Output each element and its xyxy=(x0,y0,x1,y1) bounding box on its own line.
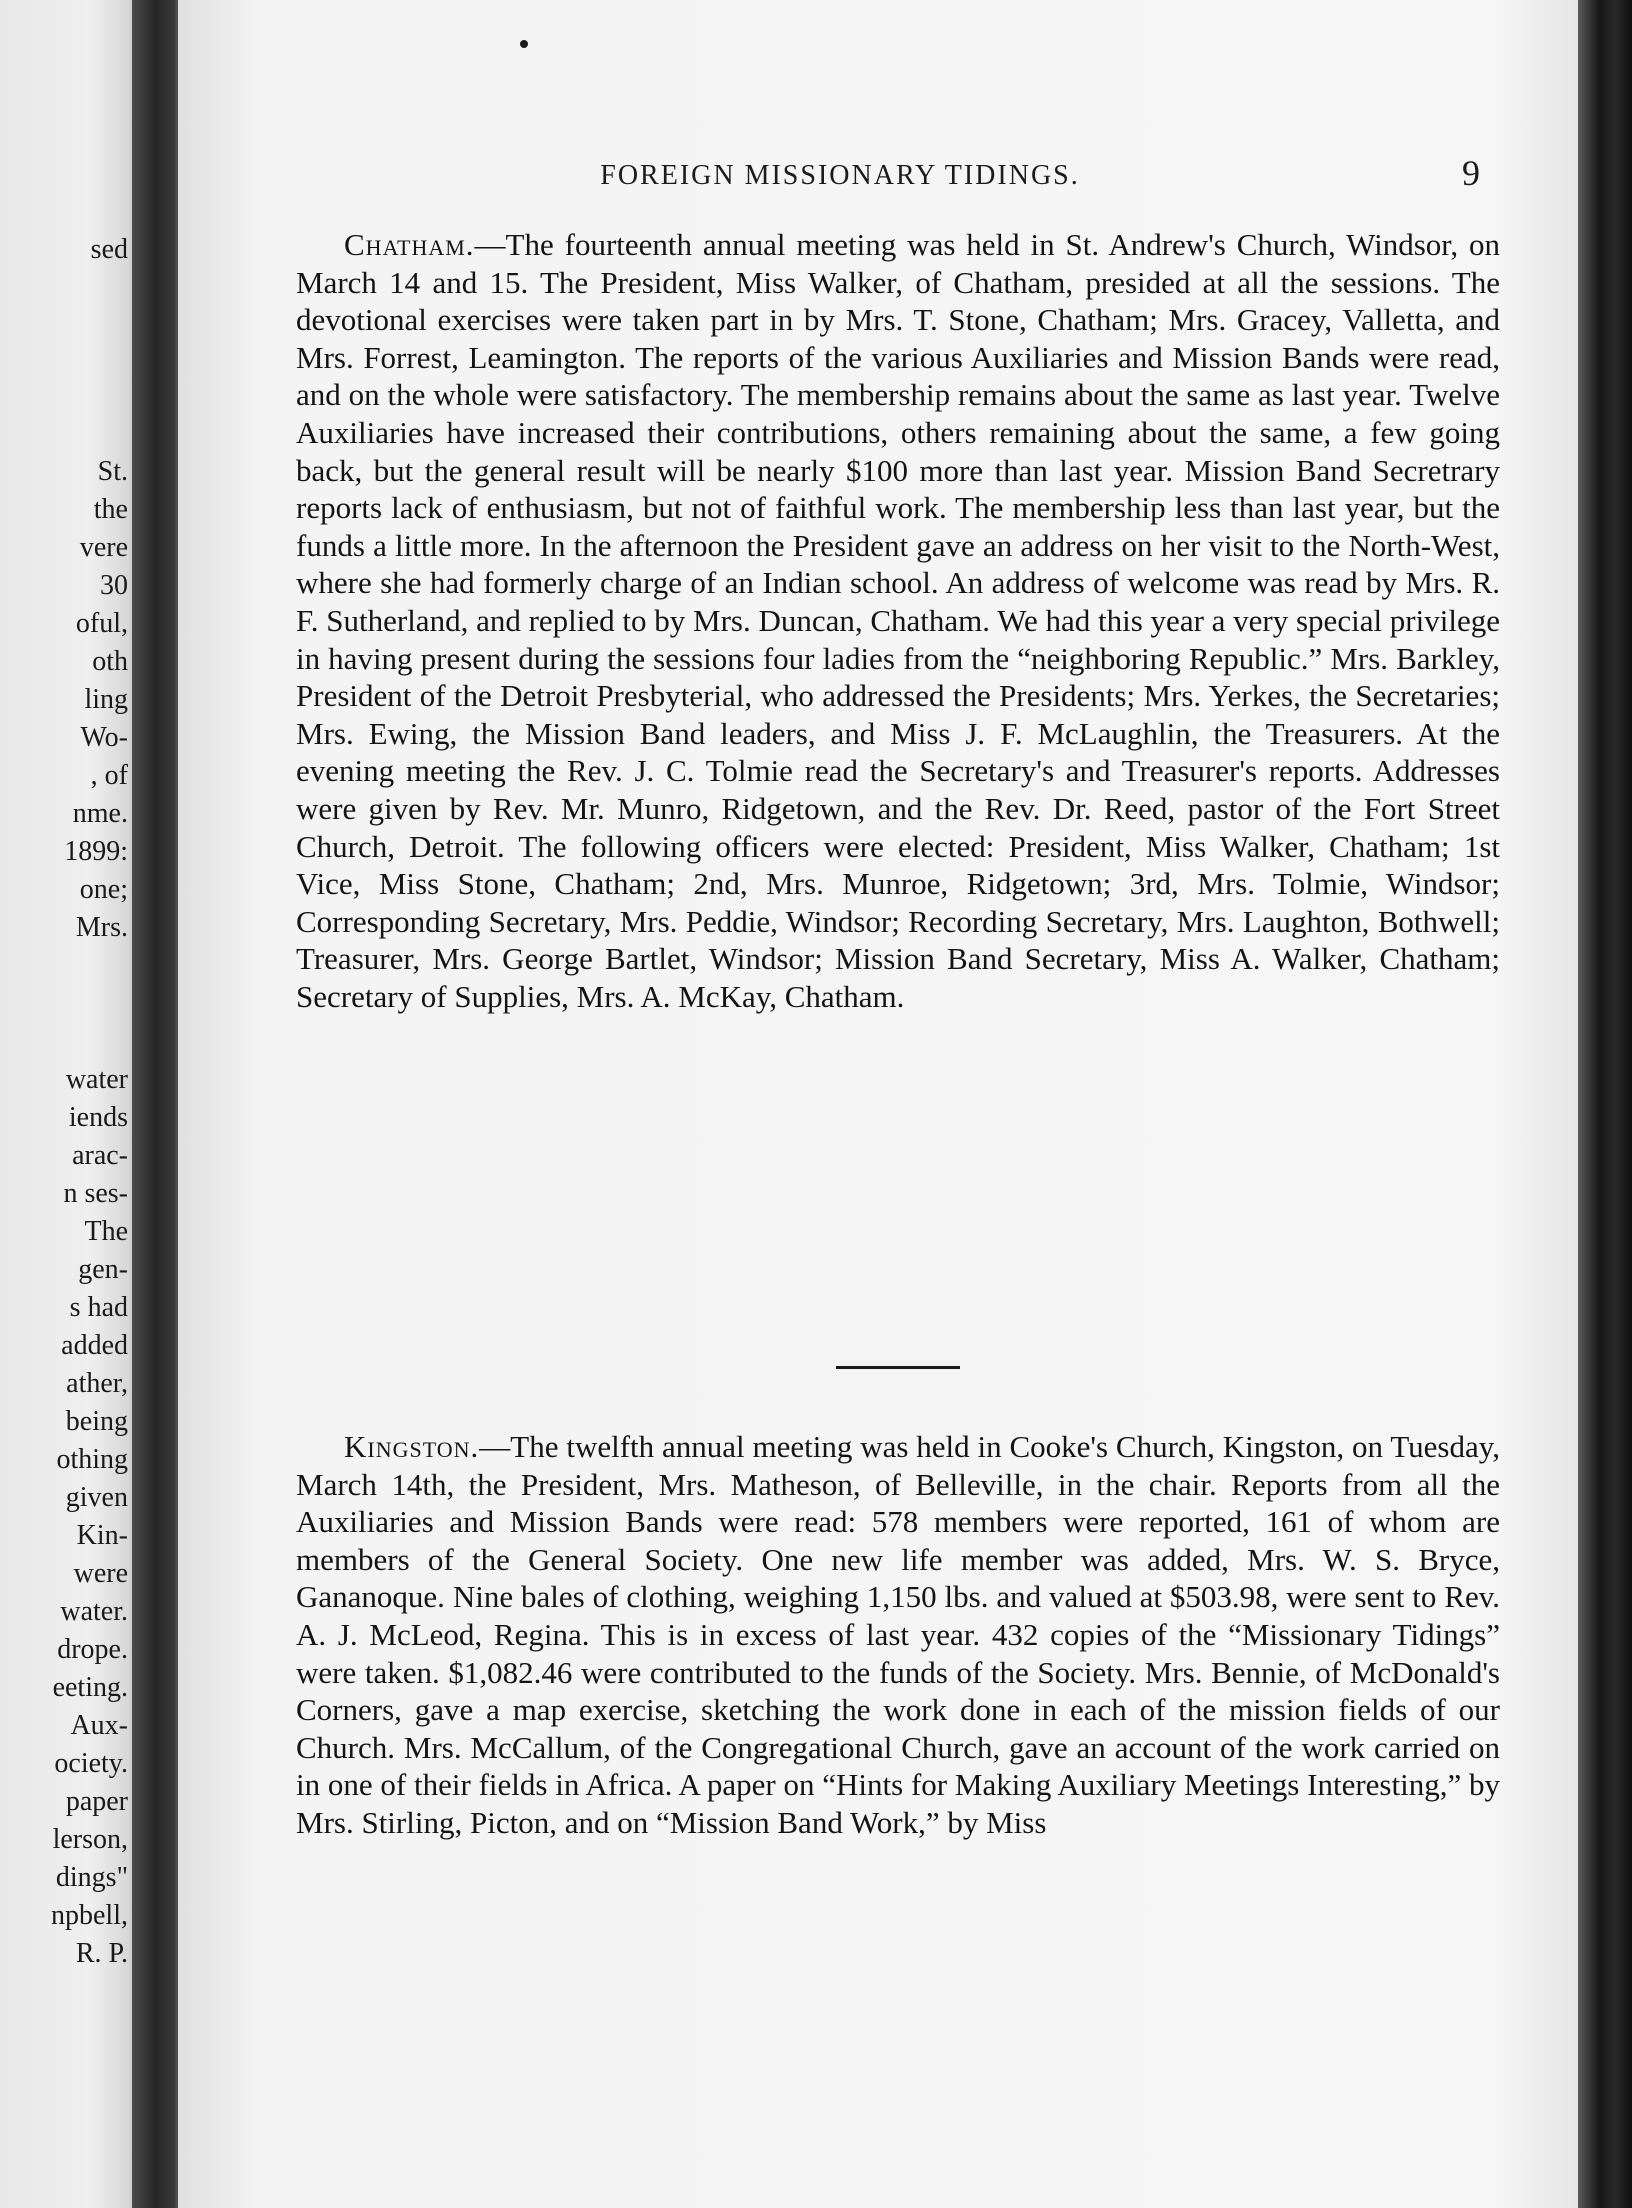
kingston-report xyxy=(296,1428,1500,1842)
left-fragment: The xyxy=(84,1216,128,1247)
kingston-text: —The twelfth annual meeting was held in Cooke's Church, Kingston, on Tuesday, March 14th, the President, Mrs. Matheson, of Belleville, in the chair. Reports from all the Auxiliaries and Mission Bands were read: 578 members were reported, 161 of whom are members of the General Society. One new life member was added, Mrs. W. S. Bryce, Gananoque. Nine bales of clothing, weighing 1,150 lbs. and valued at $503.98, were sent to Rev. A. J. McLeod, Regina. This is in excess of last year. 432 copies of the “Missionary Tidings” were taken. $1,082.46 were contributed to the funds of the Society. Mrs. Bennie, of McDonald's Corners, gave a map exercise, sketching the work done in each of the mission fields of our Church. Mrs. McCallum, of the Congregational Church, gave an account of the work carried on in one of their fields in Africa. A paper on “Hints for Making Auxiliary Meetings Interesting,” by Mrs. Stirling, Picton, and on “Mission Band Work,” by Miss xyxy=(296,1429,1500,1840)
left-fragment: othing xyxy=(56,1444,128,1475)
left-fragment: being xyxy=(65,1406,128,1437)
left-fragment: St. xyxy=(97,456,128,487)
chatham-report xyxy=(296,226,1500,1015)
left-fragment: , of xyxy=(90,760,128,791)
left-fragment: ling xyxy=(84,684,128,715)
ink-speck xyxy=(520,40,528,48)
left-fragment: paper xyxy=(65,1786,128,1817)
left-fragment: ociety. xyxy=(54,1748,128,1779)
section-lead-chatham: Chatham. xyxy=(344,227,475,262)
left-fragment: drope. xyxy=(57,1634,128,1665)
left-fragment: were xyxy=(73,1558,128,1589)
page-number: 9 xyxy=(1462,153,1480,193)
left-fragment: water. xyxy=(60,1596,128,1627)
left-fragment: s had xyxy=(69,1292,128,1323)
left-fragment: n ses- xyxy=(63,1178,128,1209)
left-fragment: oth xyxy=(92,646,128,677)
left-fragment: Wo- xyxy=(80,722,128,753)
left-fragment: arac- xyxy=(72,1140,128,1171)
left-fragment: given xyxy=(65,1482,128,1513)
left-fragment: dings" xyxy=(55,1862,128,1893)
left-fragment: oful, xyxy=(75,608,128,639)
section-lead-kingston: Kingston. xyxy=(344,1429,480,1464)
left-fragment: water xyxy=(65,1064,128,1095)
left-fragment: sed xyxy=(90,234,128,265)
left-fragment: nme. xyxy=(72,798,128,829)
left-fragment: one; xyxy=(79,874,128,905)
left-fragment: Aux- xyxy=(70,1710,128,1741)
left-fragment: 1899: xyxy=(64,836,128,867)
chatham-text: —The fourteenth annual meeting was held in St. Andrew's Church, Windsor, on March 14 and 15. The President, Miss Walker, of Chatham, presided at all the sessions. The devotional exercises were taken part in by Mrs. T. Stone, Chatham; Mrs. Gracey, Valletta, and Mrs. Forrest, Leamington. The reports of the various Auxiliaries and Mission Bands were read, and on the whole were satisfactory. The membership remains about the same as last year. Twelve Auxiliaries have increased their contributions, others remaining about the same, a few going back, but the general result will be nearly $100 more than last year. Mission Band Secretrary reports lack of enthusiasm, but not of faithful work. The membership less than last year, but the funds a little more. In the afternoon the President gave an address on her visit to the North-West, where she had formerly charge of an Indian school. An address of welcome was read by Mrs. R. F. Sutherland, and replied to by Mrs. Duncan, Chatham. We had this year a very special privilege in having present during the sessions four ladies from the “neighboring Republic.” Mrs. Barkley, President of the Detroit Presbyterial, who addressed the Presidents; Mrs. Yerkes, the Secretaries; Mrs. Ewing, the Mission Band leaders, and Miss J. F. McLaughlin, the Treasurers. At the evening meeting the Rev. J. C. Tolmie read the Secretary's and Treasurer's reports. Addresses were given by Rev. Mr. Munro, Ridgetown, and the Rev. Dr. Reed, pastor of the Fort Street Church, Detroit. The following officers were elected: President, Miss Walker, Chatham; 1st Vice, Miss Stone, Chatham; 2nd, Mrs. Munroe, Ridgetown; 3rd, Mrs. Tolmie, Windsor; Corresponding Secretary, Mrs. Peddie, Windsor; Recording Secretary, Mrs. Laughton, Bothwell; Treasurer, Mrs. George Bartlet, Windsor; Mission Band Secretary, Miss A. Walker, Chatham; Secretary of Supplies, Mrs. A. McKay, Chatham. xyxy=(296,227,1500,1014)
left-fragment: ather, xyxy=(66,1368,128,1399)
previous-page-strip xyxy=(0,0,150,2208)
left-fragment: R. P. xyxy=(75,1938,128,1969)
section-divider xyxy=(836,1366,960,1369)
left-fragment: iends xyxy=(68,1102,128,1133)
running-title: FOREIGN MISSIONARY TIDINGS. xyxy=(600,160,1080,191)
left-fragment: Kin- xyxy=(76,1520,128,1551)
page-edge xyxy=(1578,0,1632,2208)
left-fragment: 30 xyxy=(100,570,128,601)
left-fragment: lerson, xyxy=(52,1824,128,1855)
left-fragment: the xyxy=(93,494,128,525)
left-fragment: npbell, xyxy=(51,1900,128,1931)
left-fragment: gen- xyxy=(78,1254,128,1285)
left-fragment: vere xyxy=(79,532,128,563)
left-fragment: eeting. xyxy=(52,1672,128,1703)
left-fragment: Mrs. xyxy=(75,912,128,943)
left-fragment: added xyxy=(61,1330,128,1361)
